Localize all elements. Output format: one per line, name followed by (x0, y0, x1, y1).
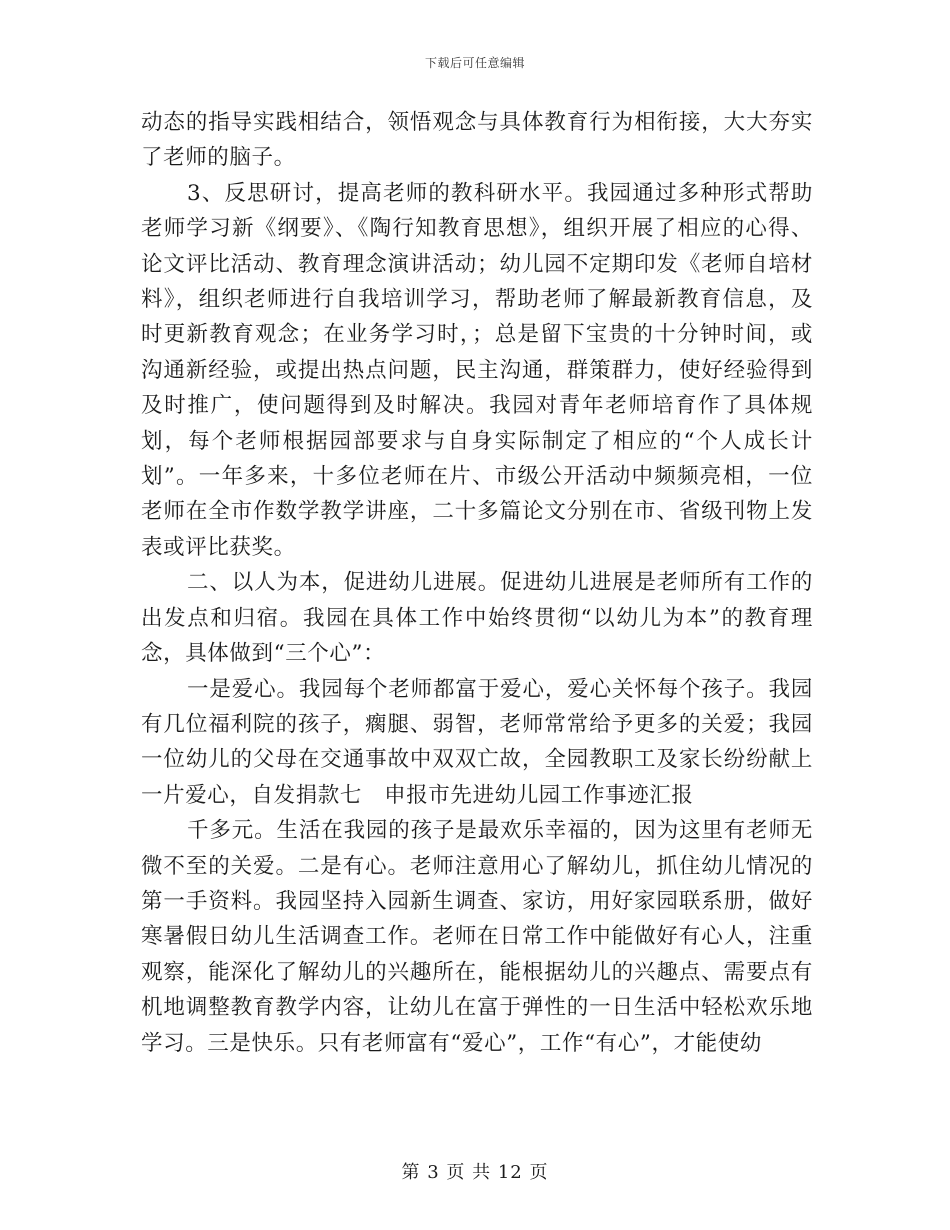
paragraph-5: 千多元。生活在我园的孩子是最欢乐幸福的，因为这里有老师无微不至的关爱。二是有心。老师注意用心了解幼儿，抓住幼儿情况的第一手资料。我园坚持入园新生调查、家访，用好家园联系册，做好寒暑假日幼儿生活调查工作。老师在日常工作中能做好有心人，注重观察，能深化了解幼儿的兴趣所在，能根据幼儿的兴趣点、需要点有机地调整教育教学内容，让幼儿在富于弹性的一日生活中轻松欢乐地学习。三是快乐。只有老师富有“爱心”，工作“有心”，才能使幼 (141, 818, 813, 1056)
paragraph-4: 一是爱心。我园每个老师都富于爱心，爱心关怀每个孩子。我园有几位福利院的孩子，瘸腿、弱智，老师常常给予更多的关爱；我园一位幼儿的父母在交通事故中双双亡故，全园教职工及家长纷纷献上一片爱心，自发捐款七 申报市先进幼儿园工作事迹汇报 (141, 676, 813, 808)
paragraph-1: 动态的指导实践相结合，领悟观念与具体教育行为相衔接，大大夯实了老师的脑子。 (141, 110, 813, 171)
page-header-note: 下载后可任意编辑 (424, 56, 525, 70)
paragraph-2: 3、反思研讨，提高老师的教科研水平。我园通过多种形式帮助老师学习新《纲要》、《陶行知教育思想》，组织开展了相应的心得、论文评比活动、教育理念演讲活动；幼儿园不定期印发《老师自培材料》，组织老师进行自我培训学习，帮助老师了解最新教育信息，及时更新教育观念；在业务学习时，；总是留下宝贵的十分钟时间，或沟通新经验，或提出热点问题，民主沟通，群策群力，使好经验得到及时推广，使问题得到及时解决。我园对青年老师培育作了具体规划，每个老师根据园部要求与自身实际制定了相应的“个人成长计划”。一年多来，十多位老师在片、市级公开活动中频频亮相，一位老师在全市作数学教学讲座，二十多篇论文分别在市、省级刊物上发表或评比获奖。 (141, 180, 813, 560)
document-body (141, 105, 813, 1061)
paragraph-3: 二、以人为本，促进幼儿进展。促进幼儿进展是老师所有工作的出发点和归宿。我园在具体工作中始终贯彻“以幼儿为本”的教育理念，具体做到“三个心”： (141, 570, 813, 667)
page-number-footer: 第 3 页 共 12 页 (401, 1162, 549, 1183)
